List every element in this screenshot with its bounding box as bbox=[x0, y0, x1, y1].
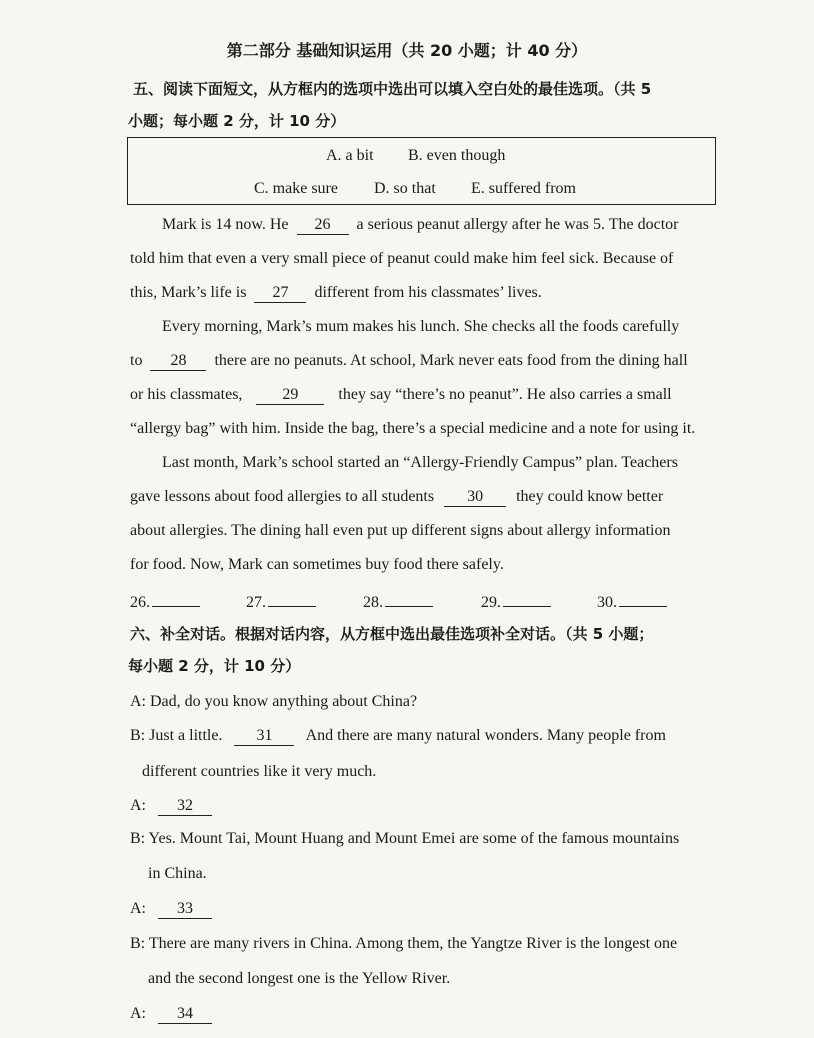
dialogue-b2: B: Yes. Mount Tai, Mount Huang and Mount Emei are some of the famous mountains bbox=[130, 830, 680, 847]
p1-text-a: Mark is 14 now. He bbox=[162, 216, 289, 233]
dialogue-b1 bbox=[130, 726, 666, 746]
blank-34: 34 bbox=[158, 1005, 212, 1024]
dialogue-b3-cont: and the second longest one is the Yellow River. bbox=[148, 970, 451, 987]
option-e: E. suffered from bbox=[471, 180, 576, 197]
dialogue-a4 bbox=[130, 1004, 212, 1024]
dialogue-a1: A: Dad, do you know anything about China? bbox=[130, 693, 418, 710]
blank-32: 32 bbox=[158, 797, 212, 816]
dialogue-b2-cont: in China. bbox=[148, 865, 207, 882]
dialogue-a2 bbox=[130, 796, 212, 816]
answer-30 bbox=[597, 590, 667, 613]
answer-30-label: 30. bbox=[597, 594, 617, 611]
options-box bbox=[127, 137, 716, 205]
p1-text-b: a serious peanut allergy after he was 5. The doctor bbox=[356, 216, 679, 233]
dialogue-a4-label: A: bbox=[130, 1005, 146, 1022]
p3-line3: about allergies. The dining hall even put up different signs about allergy information bbox=[130, 522, 671, 539]
answer-29 bbox=[481, 590, 551, 613]
answer-29-blank[interactable] bbox=[503, 590, 551, 607]
answer-26-blank[interactable] bbox=[152, 590, 200, 607]
dialogue-a2-label: A: bbox=[130, 797, 146, 814]
blank-30: 30 bbox=[444, 488, 506, 507]
section5-heading-line1: 五、阅读下面短文，从方框内的选项中选出可以填入空白处的最佳选项。（共 5 bbox=[133, 80, 652, 98]
p2-line3 bbox=[130, 385, 672, 405]
dialogue-b1-text-a: B: Just a little. bbox=[130, 727, 223, 744]
blank-26: 26 bbox=[297, 216, 349, 235]
blank-29: 29 bbox=[256, 386, 324, 405]
p2-text-d: they say “there’s no peanut”. He also carries a small bbox=[338, 386, 672, 403]
section5-heading-line2: 小题；每小题 2 分，计 10 分） bbox=[128, 112, 346, 130]
blank-33: 33 bbox=[158, 900, 212, 919]
option-c: C. make sure bbox=[254, 180, 338, 197]
p3-text-a: gave lessons about food allergies to all students bbox=[130, 488, 435, 505]
blank-31: 31 bbox=[234, 727, 294, 746]
p1-line2: told him that even a very small piece of peanut could make him feel sick. Because of bbox=[130, 250, 674, 267]
answer-27-blank[interactable] bbox=[268, 590, 316, 607]
p2-text-c: or his classmates, bbox=[130, 386, 243, 403]
dialogue-b1-text-b: And there are many natural wonders. Many people from bbox=[305, 727, 666, 744]
answer-27 bbox=[246, 590, 316, 613]
blank-28: 28 bbox=[150, 352, 206, 371]
answer-29-label: 29. bbox=[481, 594, 501, 611]
dialogue-b1-cont: different countries like it very much. bbox=[142, 763, 377, 780]
answer-30-blank[interactable] bbox=[619, 590, 667, 607]
p1-line1 bbox=[162, 215, 678, 235]
answer-28-blank[interactable] bbox=[385, 590, 433, 607]
answer-28-label: 28. bbox=[363, 594, 383, 611]
option-d: D. so that bbox=[374, 180, 436, 197]
answer-28 bbox=[363, 590, 433, 613]
dialogue-a3 bbox=[130, 899, 212, 919]
p2-text-a: to bbox=[130, 352, 143, 369]
section6-heading-line2: 每小题 2 分，计 10 分） bbox=[128, 657, 301, 675]
p3-line1: Last month, Mark’s school started an “Allergy-Friendly Campus” plan. Teachers bbox=[162, 454, 678, 471]
answer-26 bbox=[130, 590, 200, 613]
p3-line4: for food. Now, Mark can sometimes buy food there safely. bbox=[130, 556, 504, 573]
section-title: 第二部分 基础知识运用（共 20 小题；计 40 分） bbox=[226, 41, 588, 60]
p1-text-c: this, Mark’s life is bbox=[130, 284, 247, 301]
p3-text-b: they could know better bbox=[516, 488, 664, 505]
answer-27-label: 27. bbox=[246, 594, 266, 611]
p2-line1: Every morning, Mark’s mum makes his lunch. She checks all the foods carefully bbox=[162, 318, 680, 335]
p2-text-b: there are no peanuts. At school, Mark never eats food from the dining hall bbox=[214, 352, 688, 369]
dialogue-a3-label: A: bbox=[130, 900, 146, 917]
p1-line3 bbox=[130, 283, 542, 303]
option-b: B. even though bbox=[408, 147, 506, 164]
option-a: A. a bit bbox=[326, 147, 374, 164]
section6-heading-line1: 六、补全对话。根据对话内容，从方框中选出最佳选项补全对话。（共 5 小题； bbox=[130, 625, 654, 643]
p2-line4: “allergy bag” with him. Inside the bag, there’s a special medicine and a note for using it. bbox=[130, 420, 696, 437]
p1-text-d: different from his classmates’ lives. bbox=[314, 284, 542, 301]
dialogue-b3: B: There are many rivers in China. Among them, the Yangtze River is the longest one bbox=[130, 935, 678, 952]
answer-26-label: 26. bbox=[130, 594, 150, 611]
p2-line2 bbox=[130, 351, 688, 371]
blank-27: 27 bbox=[254, 284, 306, 303]
p3-line2 bbox=[130, 487, 663, 507]
